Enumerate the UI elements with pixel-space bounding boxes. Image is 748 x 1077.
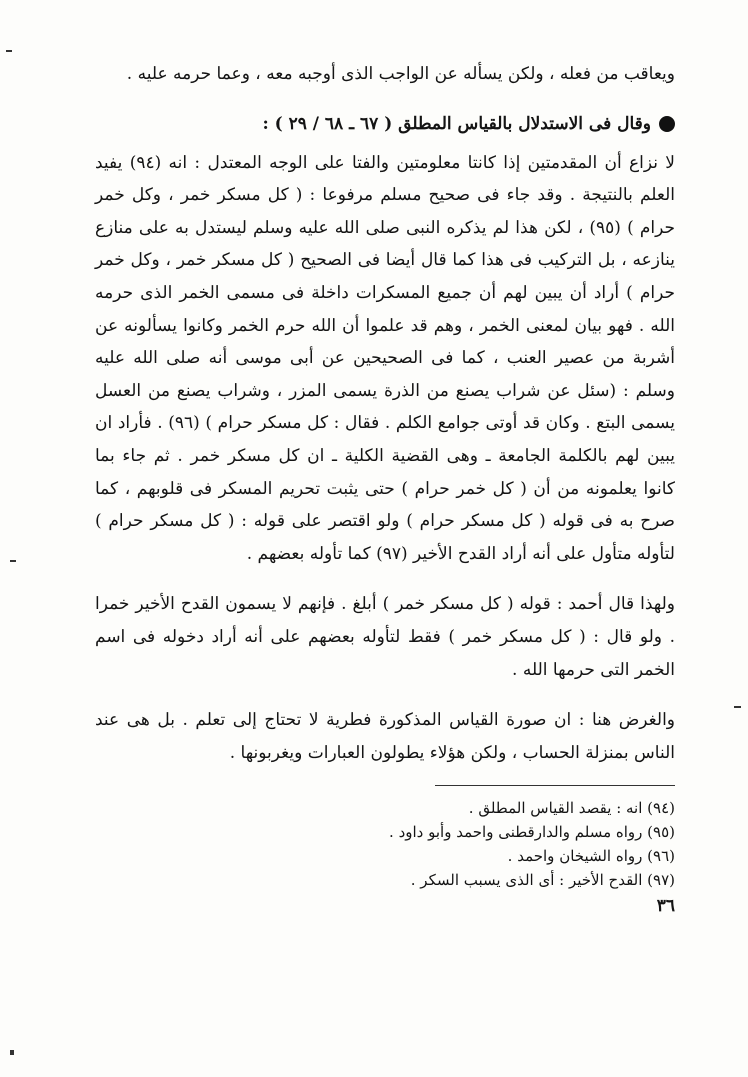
margin-mark-bottom [10,1050,14,1055]
footnote-divider [435,785,675,786]
body-paragraph-2: ولهذا قال أحمد : قوله ( كل مسكر خمر ) أبلغ . فإنهم لا يسمون القدح الأخير خمرا . ولو قال : ( كل مسكر خمر ) فقط لتأوله بعضهم على أنه أراد دخوله فى اسم الخمر التى حرمها الله . [95,594,675,680]
bullet-icon [659,116,675,132]
opening-paragraph: ويعاقب من فعله ، ولكن يسأله عن الواجب الذى أوجبه معه ، وعما حرمه عليه . [126,64,675,84]
section-heading-text: وقال فى الاستدلال بالقياس المطلق ( ٦٧ ـ ٦٨ / ٢٩ ) : [262,113,651,134]
margin-mark-right [734,706,741,708]
book-page [95,58,675,916]
footnote-96: (٩٦) رواه الشيخان واحمد . [507,847,675,866]
margin-mark-middle [10,560,16,562]
body-paragraph-1: لا نزاع أن المقدمتين إذا كانتا معلومتين والفتا على الوجه المعتدل : انه (٩٤) يفيد العلم بالنتيجة . وقد جاء فى صحيح مسلم مرفوعا : ( كل مسكر خمر ، وكل خمر حرام ) (٩٥) ، لكن هذا لم يذكره النبى صلى الله عليه وسلم ليستدل به على منازع ينازعه ، بل التركيب فى هذا كما قال أيضا فى الصحيح ( كل مسكر خمر ، وكل خمر حرام ) أراد أن يبين لهم أن جميع المسكرات داخلة فى مسمى الخمر الذى حرمه الله . فهو بيان لمعنى الخمر ، وهم قد علموا أن الله حرم الخمر وكانوا يسألونه عن أشربة من عصير العنب ، كما فى الصحيحين عن أبى موسى أنه صلى الله عليه وسلم : (سئل عن شراب يصنع من الذرة يسمى المزر ، وشراب يصنع من العسل يسمى البتع . وكان قد أوتى جوامع الكلم . فقال : كل مسكر حرام ) (٩٦) . فأراد ان يبين لهم بالكلمة الجامعة ـ وهى القضية الكلية ـ ان كل مسكر خمر . ثم جاء بما كانوا يعلمونه من أن ( كل خمر حرام ) حتى يثبت تحريم المسكر فى قلوبهم ، كما صرح به فى قوله ( كل مسكر حرام ) ولو اقتصر على قوله : ( كل مسكر حرام ) لتأوله متأول على أنه أراد القدح الأخير (٩٧) كما تأوله بعضهم . [95,152,676,564]
footnote-97: (٩٧) القدح الأخير : أى الذى يسبب السكر . [410,871,675,890]
section-heading [95,109,675,139]
footnotes [95,796,675,892]
body-paragraph-3: والغرض هنا : ان صورة القياس المذكورة فطرية لا تحتاج إلى تعلم . بل هى عند الناس بمنزلة الحساب ، ولكن هؤلاء يطولون العبارات ويغربونها . [95,710,675,763]
footnote-95: (٩٥) رواه مسلم والدارقطنى واحمد وأبو داود . [389,823,675,842]
margin-mark-top [6,50,12,52]
footnote-94: (٩٤) انه : يقصد القياس المطلق . [468,799,675,818]
page-number: ٣٦ [656,896,675,917]
